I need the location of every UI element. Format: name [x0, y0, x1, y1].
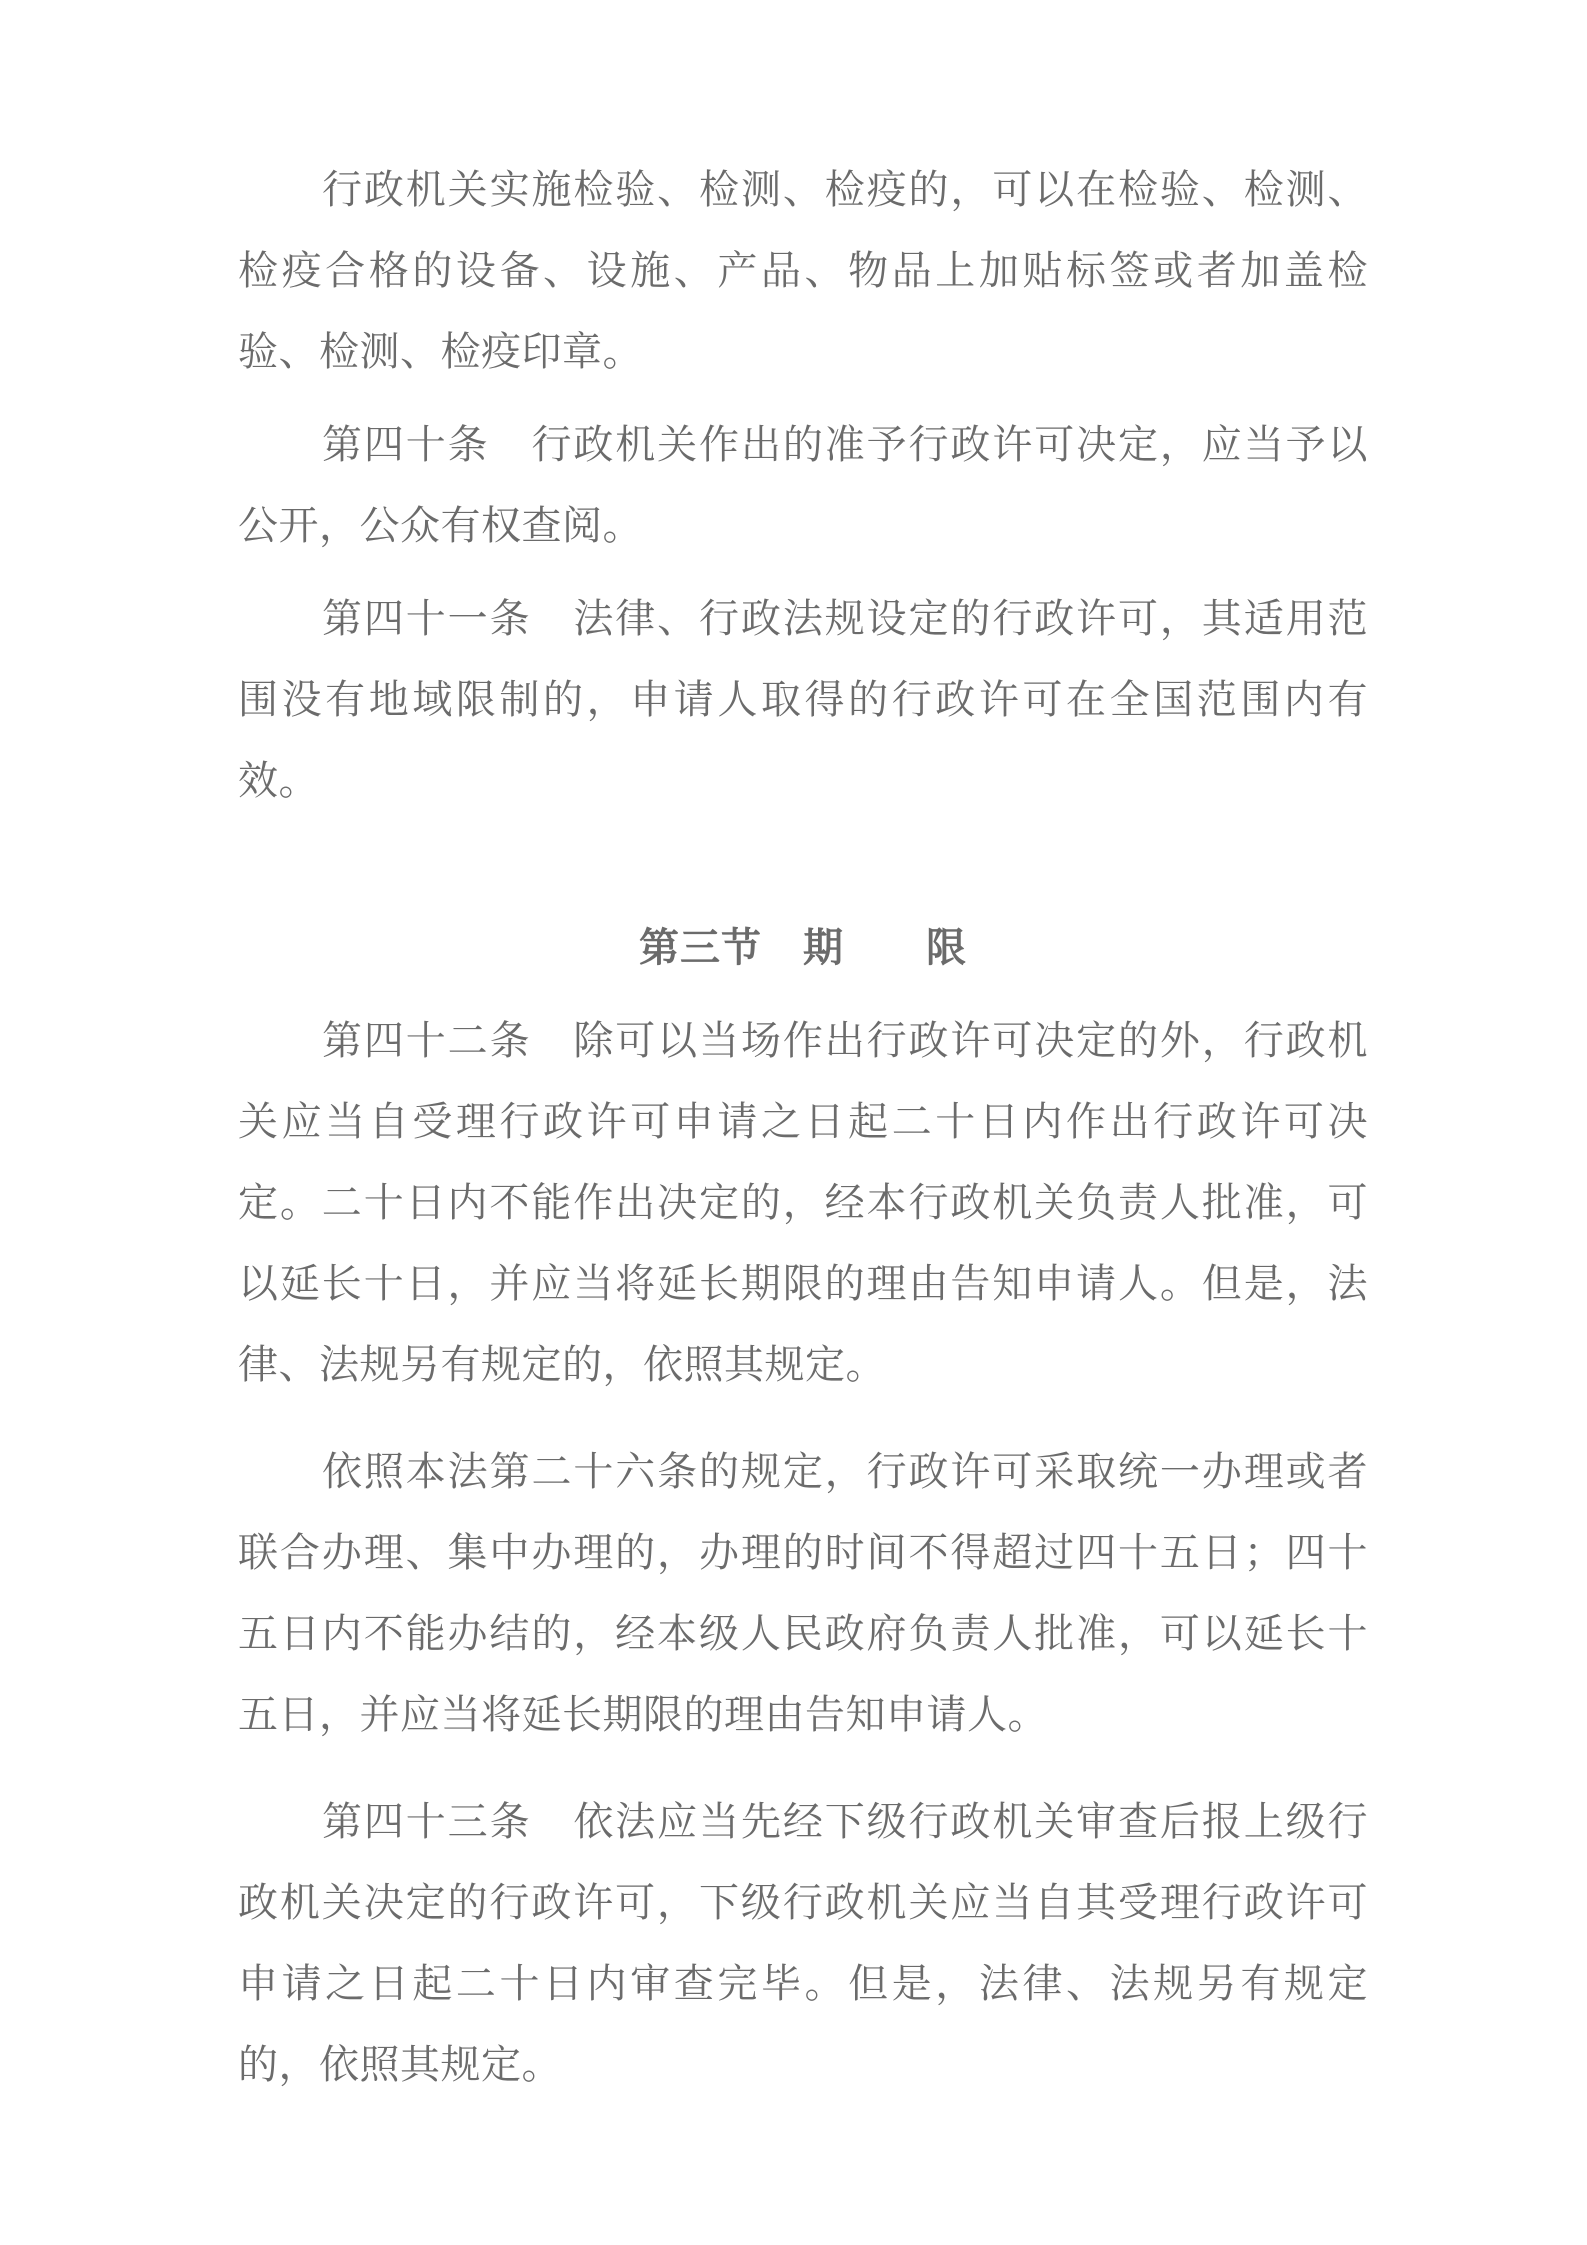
section-heading-chapter-3: 第三节 期 限: [639, 925, 967, 971]
paragraph-spacer: [238, 393, 1368, 405]
paragraph-spacer: [238, 567, 1368, 579]
paragraph-article-43: 第四十三条 依法应当先经下级行政机关审查后报上级行政机关决定的行政许可，下级行政机关应当自其受理行政许可申请之日起二十日内审查完毕。但是，法律、法规另有规定的，依照其规定。: [238, 1799, 1368, 2088]
paragraph-article-42-first: 第四十二条 除可以当场作出行政许可决定的外，行政机关应当自受理行政许可申请之日起二十日内作出行政许可决定。二十日内不能作出决定的，经本行政机关负责人批准，可以延长十日，并应当将延长期限的理由告知申请人。但是，法律、法规另有规定的，依照其规定。: [238, 1018, 1368, 1388]
paragraph-inspection: 行政机关实施检验、检测、检疫的，可以在检验、检测、检疫合格的设备、设施、产品、物品上加贴标签或者加盖检验、检测、检疫印章。: [238, 167, 1368, 375]
section-spacer-below: [238, 989, 1368, 1001]
paragraph-article-41: 第四十一条 法律、行政法规设定的行政许可，其适用范围没有地域限制的，申请人取得的行政许可在全国范围内有效。: [238, 596, 1368, 804]
paragraph-article-42-second: 依照本法第二十六条的规定，行政许可采取统一办理或者联合办理、集中办理的，办理的时间不得超过四十五日；四十五日内不能办结的，经本级人民政府负责人批准，可以延长十五日，并应当将延长期限的理由告知申请人。: [238, 1449, 1368, 1738]
paragraph-spacer: [238, 1756, 1368, 1782]
paragraph-article-40: 第四十条 行政机关作出的准予行政许可决定，应当予以公开，公众有权查阅。: [238, 422, 1368, 549]
section-spacer-above: [238, 822, 1368, 908]
paragraph-spacer: [238, 1406, 1368, 1432]
document-body: [238, 150, 1368, 2106]
